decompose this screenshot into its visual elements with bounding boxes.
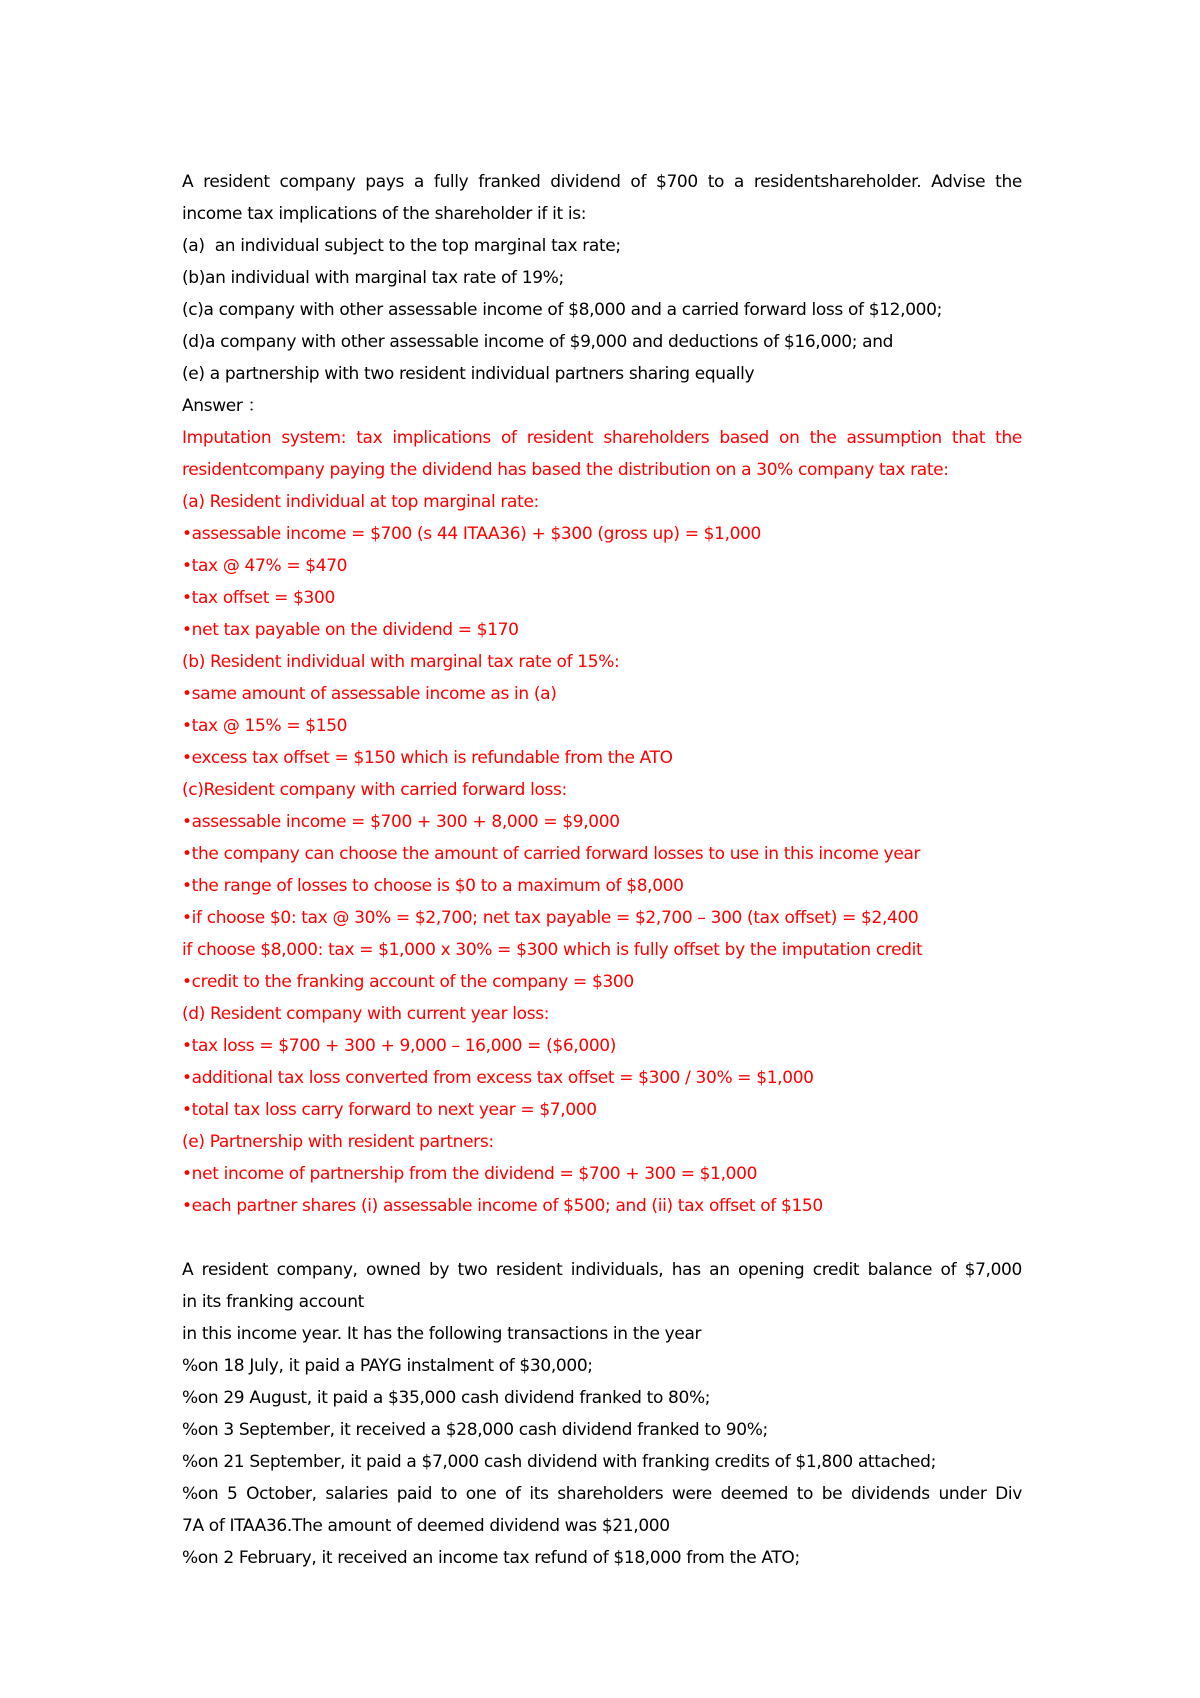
text-line: (d) Resident company with current year loss: bbox=[182, 1004, 550, 1024]
text-line: A resident company pays a fully franked dividend of $700 to a residentshareholder. Advise the bbox=[182, 172, 1022, 192]
list-item: %on 21 September, it paid a $7,000 cash dividend with franking credits of $1,800 attached; bbox=[182, 1452, 936, 1472]
question-1 bbox=[182, 166, 1022, 422]
text-line: 7A of ITAA36.The amount of deemed dividend was $21,000 bbox=[182, 1516, 670, 1536]
bullet-line: •credit to the franking account of the company = $300 bbox=[182, 972, 634, 992]
bullet-line: •tax offset = $300 bbox=[182, 588, 335, 608]
document-body bbox=[182, 166, 1022, 1574]
text-line: if choose $8,000: tax = $1,000 x 30% = $300 which is fully offset by the imputation credit bbox=[182, 940, 923, 960]
bullet-line: •the company can choose the amount of carried forward losses to use in this income year bbox=[182, 844, 921, 864]
bullet-line: •net tax payable on the dividend = $170 bbox=[182, 620, 519, 640]
bullet-line: •assessable income = $700 + 300 + 8,000 = $9,000 bbox=[182, 812, 620, 832]
bullet-line: •total tax loss carry forward to next year = $7,000 bbox=[182, 1100, 597, 1120]
answer-label: Answer ： bbox=[182, 396, 265, 416]
question-2 bbox=[182, 1254, 1022, 1574]
text-line: (b)an individual with marginal tax rate of 19%; bbox=[182, 268, 564, 288]
bullet-line: •the range of losses to choose is $0 to a maximum of $8,000 bbox=[182, 876, 684, 896]
text-line: (a) Resident individual at top marginal rate: bbox=[182, 492, 539, 512]
bullet-line: •same amount of assessable income as in (a) bbox=[182, 684, 557, 704]
text-line: (d)a company with other assessable income of $9,000 and deductions of $16,000; and bbox=[182, 332, 894, 352]
text-line: A resident company, owned by two resident individuals, has an opening credit balance of $7,000 bbox=[182, 1260, 1022, 1280]
bullet-line: •tax loss = $700 + 300 + 9,000 – 16,000 = ($6,000) bbox=[182, 1036, 617, 1056]
bullet-line: •additional tax loss converted from excess tax offset = $300 / 30% = $1,000 bbox=[182, 1068, 814, 1088]
bullet-line: •tax @ 15% = $150 bbox=[182, 716, 348, 736]
bullet-line: •if choose $0: tax @ 30% = $2,700; net tax payable = $2,700 – 300 (tax offset) = $2,400 bbox=[182, 908, 919, 928]
text-line: (e) Partnership with resident partners: bbox=[182, 1132, 494, 1152]
list-item: %on 2 February, it received an income tax refund of $18,000 from the ATO; bbox=[182, 1548, 800, 1568]
list-item: %on 18 July, it paid a PAYG instalment of $30,000; bbox=[182, 1356, 593, 1376]
text-line: income tax implications of the shareholder if it is: bbox=[182, 204, 587, 224]
text-line: Imputation system: tax implications of resident shareholders based on the assumption that the bbox=[182, 428, 1022, 448]
text-line: residentcompany paying the dividend has based the distribution on a 30% company tax rate: bbox=[182, 460, 949, 480]
bullet-line: •excess tax offset = $150 which is refundable from the ATO bbox=[182, 748, 673, 768]
text-line: in this income year. It has the following transactions in the year bbox=[182, 1324, 702, 1344]
bullet-line: •assessable income = $700 (s 44 ITAA36) + $300 (gross up) = $1,000 bbox=[182, 524, 762, 544]
bullet-line: •tax @ 47% = $470 bbox=[182, 556, 348, 576]
text-line: (a) an individual subject to the top marginal tax rate; bbox=[182, 236, 621, 256]
text-line: (b) Resident individual with marginal tax rate of 15%: bbox=[182, 652, 620, 672]
text-line: (c)a company with other assessable income of $8,000 and a carried forward loss of $12,000; bbox=[182, 300, 942, 320]
paragraph-gap bbox=[182, 1222, 1022, 1254]
bullet-line: •each partner shares (i) assessable income of $500; and (ii) tax offset of $150 bbox=[182, 1196, 823, 1216]
text-line: in its franking account bbox=[182, 1292, 364, 1312]
text-line: (e) a partnership with two resident individual partners sharing equally bbox=[182, 364, 755, 384]
list-item: %on 5 October, salaries paid to one of its shareholders were deemed to be dividends under Div bbox=[182, 1484, 1022, 1504]
bullet-line: •net income of partnership from the dividend = $700 + 300 = $1,000 bbox=[182, 1164, 758, 1184]
answer-1 bbox=[182, 422, 1022, 1222]
list-item: %on 3 September, it received a $28,000 cash dividend franked to 90%; bbox=[182, 1420, 768, 1440]
text-line: (c)Resident company with carried forward loss: bbox=[182, 780, 567, 800]
list-item: %on 29 August, it paid a $35,000 cash dividend franked to 80%; bbox=[182, 1388, 711, 1408]
